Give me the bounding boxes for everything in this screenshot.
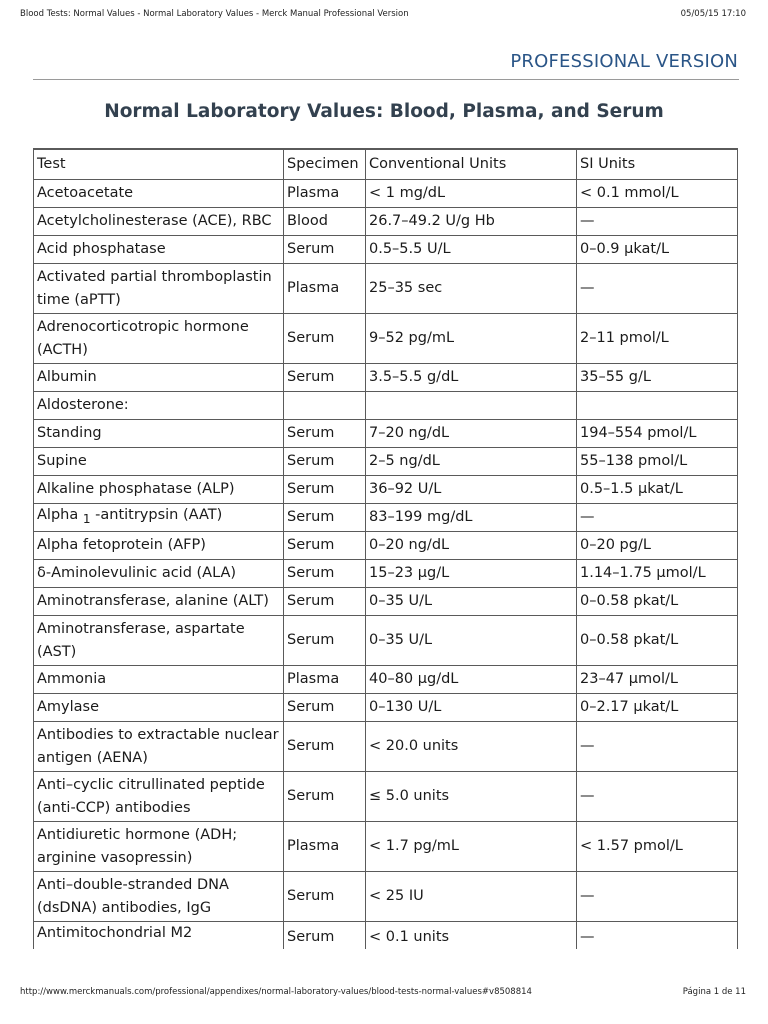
cell-si: 0–0.58 pkat/L — [577, 588, 738, 616]
table-row — [34, 392, 738, 420]
table-row — [34, 560, 738, 588]
column-header-conventional-units: Conventional Units — [366, 149, 577, 180]
table-row — [34, 180, 738, 208]
cell-specimen: Serum — [284, 722, 366, 772]
print-footer-page-number: Página 1 de 11 — [682, 987, 746, 997]
print-header-datetime: 05/05/15 17:10 — [680, 9, 746, 19]
test-name-subscript: 1 — [82, 511, 91, 526]
cell-si: 23–47 μmol/L — [577, 666, 738, 694]
table-row — [34, 588, 738, 616]
cell-test: Acid phosphatase — [34, 236, 284, 264]
cell-test: Antimitochondrial M2 — [34, 922, 284, 950]
cell-test: Acetylcholinesterase (ACE), RBC — [34, 208, 284, 236]
cell-specimen: Serum — [284, 476, 366, 504]
cell-specimen: Serum — [284, 364, 366, 392]
cell-si: 2–11 pmol/L — [577, 314, 738, 364]
cell-si: < 1.57 pmol/L — [577, 822, 738, 872]
cell-conventional: 40–80 μg/dL — [366, 666, 577, 694]
cell-conventional: 2–5 ng/dL — [366, 448, 577, 476]
cell-test: Alpha fetoprotein (AFP) — [34, 532, 284, 560]
cell-specimen: Serum — [284, 922, 366, 950]
cell-si: 35–55 g/L — [577, 364, 738, 392]
table-row — [34, 264, 738, 314]
table-row — [34, 872, 738, 922]
cell-specimen: Serum — [284, 588, 366, 616]
column-header-specimen: Specimen — [284, 149, 366, 180]
cell-test: Aminotransferase, aspartate (AST) — [34, 616, 284, 666]
table-row — [34, 364, 738, 392]
professional-version-label[interactable]: PROFESSIONAL VERSION — [510, 51, 738, 72]
table-row — [34, 822, 738, 872]
cell-test: Anti–double-stranded DNA (dsDNA) antibodies, IgG — [34, 872, 284, 922]
table-row — [34, 504, 738, 532]
cell-specimen: Serum — [284, 236, 366, 264]
table-row — [34, 236, 738, 264]
table-row — [34, 722, 738, 772]
table-row — [34, 666, 738, 694]
cell-si: — — [577, 922, 738, 950]
column-header-test: Test — [34, 149, 284, 180]
table-row — [34, 694, 738, 722]
test-name-prefix: Alpha — [37, 507, 79, 524]
cell-si: — — [577, 772, 738, 822]
cell-test: Antidiuretic hormone (ADH; arginine vasopressin) — [34, 822, 284, 872]
cell-test — [34, 504, 284, 532]
cell-si: 0–20 pg/L — [577, 532, 738, 560]
cell-test: Alkaline phosphatase (ALP) — [34, 476, 284, 504]
cell-conventional: 0–35 U/L — [366, 588, 577, 616]
cell-specimen: Serum — [284, 504, 366, 532]
cell-si: — — [577, 722, 738, 772]
cell-specimen: Serum — [284, 560, 366, 588]
table-row — [34, 314, 738, 364]
cell-si: 0–2.17 μkat/L — [577, 694, 738, 722]
lab-values-table — [33, 148, 738, 949]
table-row — [34, 922, 738, 950]
cell-si: 1.14–1.75 μmol/L — [577, 560, 738, 588]
cell-specimen: Serum — [284, 872, 366, 922]
cell-conventional: 3.5–5.5 g/dL — [366, 364, 577, 392]
table-row — [34, 448, 738, 476]
cell-conventional: < 25 IU — [366, 872, 577, 922]
cell-test: Acetoacetate — [34, 180, 284, 208]
table-row — [34, 208, 738, 236]
cell-si: < 0.1 mmol/L — [577, 180, 738, 208]
table-header-row — [34, 149, 738, 180]
cell-si: 0–0.58 pkat/L — [577, 616, 738, 666]
print-footer-url[interactable]: http://www.merckmanuals.com/professional/appendixes/normal-laboratory-values/blood-tests-normal-values#v8508814 — [20, 987, 532, 997]
cell-conventional: 0–35 U/L — [366, 616, 577, 666]
cell-specimen — [284, 392, 366, 420]
cell-si: — — [577, 504, 738, 532]
cell-test: Adrenocorticotropic hormone (ACTH) — [34, 314, 284, 364]
cell-test: Albumin — [34, 364, 284, 392]
cell-conventional: 26.7–49.2 U/g Hb — [366, 208, 577, 236]
cell-test: Supine — [34, 448, 284, 476]
cell-test: Aldosterone: — [34, 392, 284, 420]
cell-conventional: < 20.0 units — [366, 722, 577, 772]
cell-conventional: 15–23 μg/L — [366, 560, 577, 588]
cell-test: δ-Aminolevulinic acid (ALA) — [34, 560, 284, 588]
cell-specimen: Serum — [284, 616, 366, 666]
table-row — [34, 772, 738, 822]
print-header-title: Blood Tests: Normal Values - Normal Laboratory Values - Merck Manual Professional Version — [20, 9, 409, 19]
cell-specimen: Plasma — [284, 264, 366, 314]
cell-si: 194–554 pmol/L — [577, 420, 738, 448]
cell-conventional: 7–20 ng/dL — [366, 420, 577, 448]
cell-specimen: Serum — [284, 532, 366, 560]
cell-si: 0–0.9 μkat/L — [577, 236, 738, 264]
cell-conventional: 0.5–5.5 U/L — [366, 236, 577, 264]
cell-specimen: Serum — [284, 694, 366, 722]
cell-test: Anti–cyclic citrullinated peptide (anti-CCP) antibodies — [34, 772, 284, 822]
cell-conventional: 9–52 pg/mL — [366, 314, 577, 364]
cell-si: 0.5–1.5 μkat/L — [577, 476, 738, 504]
table-row — [34, 532, 738, 560]
column-header-si-units: SI Units — [577, 149, 738, 180]
cell-specimen: Blood — [284, 208, 366, 236]
test-name-suffix: -antitrypsin (AAT) — [90, 507, 223, 524]
cell-conventional: < 1.7 pg/mL — [366, 822, 577, 872]
cell-si: — — [577, 264, 738, 314]
cell-specimen: Serum — [284, 314, 366, 364]
cell-si: — — [577, 208, 738, 236]
table-row — [34, 420, 738, 448]
cell-conventional: 83–199 mg/dL — [366, 504, 577, 532]
cell-si: 55–138 pmol/L — [577, 448, 738, 476]
cell-si: — — [577, 872, 738, 922]
cell-test: Standing — [34, 420, 284, 448]
header-divider — [33, 79, 739, 80]
cell-conventional: 0–20 ng/dL — [366, 532, 577, 560]
cell-test: Amylase — [34, 694, 284, 722]
cell-conventional: 0–130 U/L — [366, 694, 577, 722]
cell-specimen: Plasma — [284, 180, 366, 208]
cell-conventional — [366, 392, 577, 420]
table-row — [34, 476, 738, 504]
cell-specimen: Serum — [284, 448, 366, 476]
cell-specimen: Serum — [284, 420, 366, 448]
cell-test: Aminotransferase, alanine (ALT) — [34, 588, 284, 616]
table-row — [34, 616, 738, 666]
cell-specimen: Plasma — [284, 822, 366, 872]
cell-conventional: 36–92 U/L — [366, 476, 577, 504]
cell-si — [577, 392, 738, 420]
cell-conventional: < 0.1 units — [366, 922, 577, 950]
cell-conventional: 25–35 sec — [366, 264, 577, 314]
cell-test: Ammonia — [34, 666, 284, 694]
cell-test: Activated partial thromboplastin time (aPTT) — [34, 264, 284, 314]
cell-test: Antibodies to extractable nuclear antigen (AENA) — [34, 722, 284, 772]
cell-conventional: ≤ 5.0 units — [366, 772, 577, 822]
cell-specimen: Plasma — [284, 666, 366, 694]
cell-specimen: Serum — [284, 772, 366, 822]
cell-conventional: < 1 mg/dL — [366, 180, 577, 208]
page-title: Normal Laboratory Values: Blood, Plasma, and Serum — [104, 101, 664, 122]
